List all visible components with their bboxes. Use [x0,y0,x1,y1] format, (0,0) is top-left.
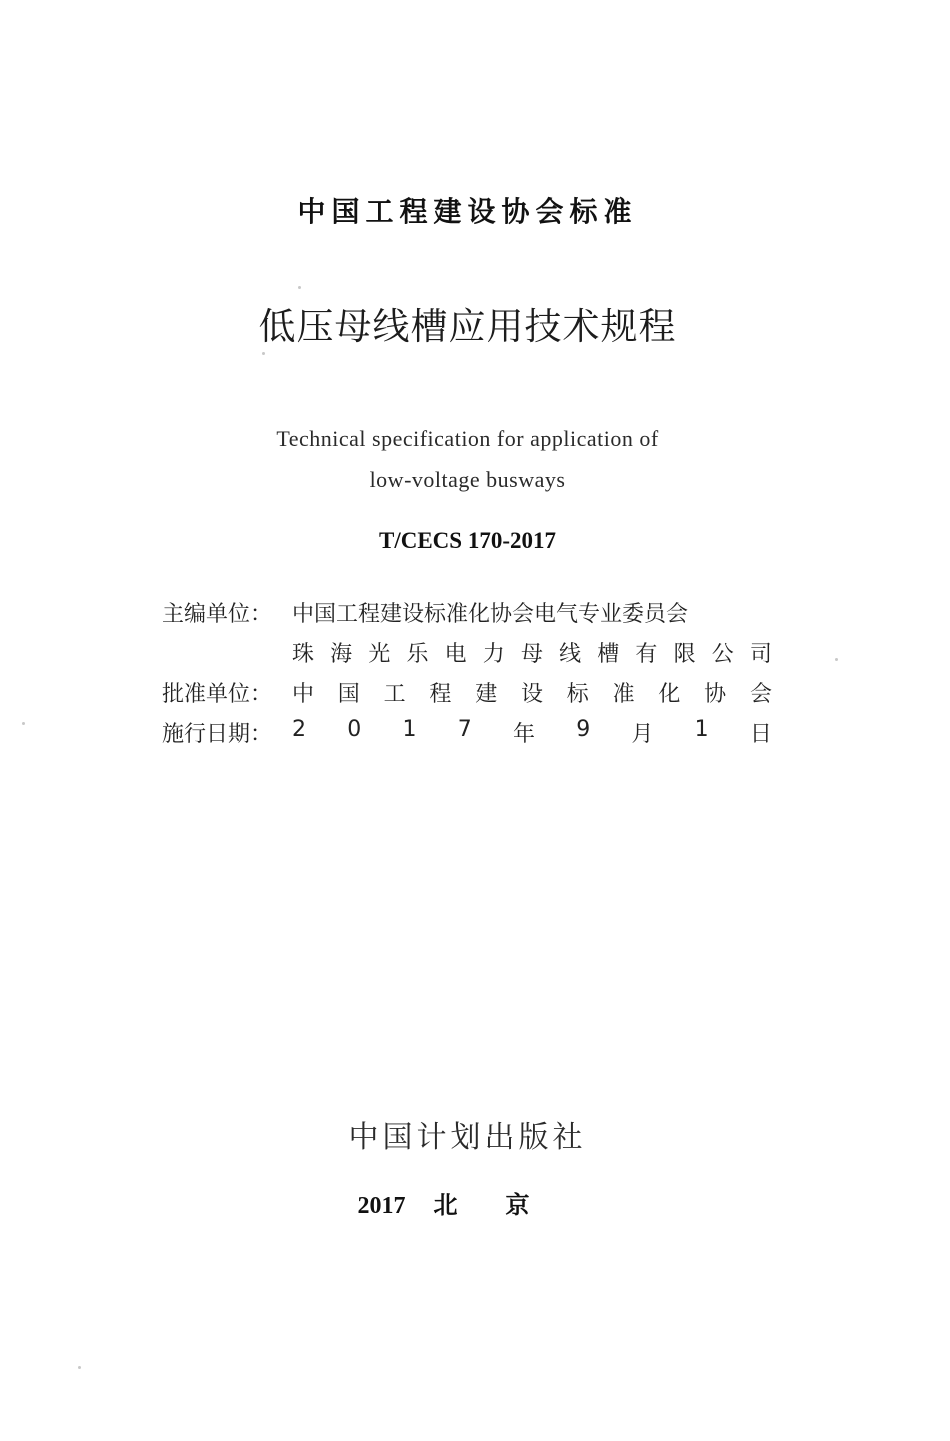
editor-org-2-char: 珠 [292,641,315,667]
approver-org-char: 工 [383,681,406,707]
approver-org [292,677,772,708]
editor-org-2-char: 有 [635,641,658,667]
approver-org-char: 准 [612,681,635,707]
effective-date-char: 月 [631,721,654,747]
approver-org-char: 建 [475,681,498,707]
effective-date [292,717,772,748]
title-en-line-2: low-voltage busways [369,467,566,492]
standard-series: 中国工程建设协会标准 [297,195,638,228]
standard-code: T/CECS 170-2017 [379,528,556,553]
approver-org-char: 设 [520,681,543,707]
effective-date-char: 7 [457,716,472,742]
editor-org-2-char: 电 [444,641,467,667]
effective-date-char: 0 [347,716,362,742]
editor-org-2 [292,637,772,668]
editor-org-2-char: 限 [673,641,696,667]
scan-speck [22,722,25,725]
editor-org-2-char: 乐 [406,641,429,667]
scan-speck [262,352,265,355]
editor-org-2-char: 司 [749,641,772,667]
approver-label: 批准单位： [162,681,273,707]
editor-org-2-char: 力 [482,641,505,667]
editor-org-2-char: 槽 [597,641,620,667]
scan-speck [298,286,301,289]
publication-year: 2017 [357,1193,406,1219]
date-label: 施行日期： [162,721,273,747]
approver-org-char: 化 [658,681,681,707]
editor-org-2-char: 公 [711,641,734,667]
date-row [162,716,772,748]
editor-row-1 [162,596,772,628]
effective-date-char: 1 [694,716,709,742]
publication-place [0,1185,935,1220]
scan-speck [78,1366,81,1369]
approver-org-char: 中 [292,681,315,707]
approver-org-char: 会 [749,681,772,707]
effective-date-char: 9 [576,716,591,742]
approver-org-char: 程 [429,681,452,707]
editor-org-2-char: 线 [559,641,582,667]
scan-speck [835,658,838,661]
approver-row [162,676,772,708]
editor-org-2-char: 母 [520,641,543,667]
approver-org-char: 协 [704,681,727,707]
editor-org-2-char: 海 [330,641,353,667]
approver-org-char: 国 [337,681,360,707]
publisher: 中国计划出版社 [348,1120,587,1155]
editor-org-1: 中国工程建设标准化协会电气专业委员会 [292,601,689,627]
title-en-line-1: Technical specification for application of [276,426,659,451]
editor-org-2-char: 光 [368,641,391,667]
effective-date-char: 1 [402,716,417,742]
approver-org-char: 标 [566,681,589,707]
effective-date-char: 日 [749,721,772,747]
editor-label: 主编单位： [162,601,273,627]
effective-date-char: 2 [292,716,306,742]
editor-row-2 [162,636,772,668]
effective-date-char: 年 [512,721,535,747]
document-title-english [0,418,935,500]
document-title-chinese: 低压母线槽应用技术规程 [258,305,677,348]
publication-city: 北京 [433,1191,578,1219]
